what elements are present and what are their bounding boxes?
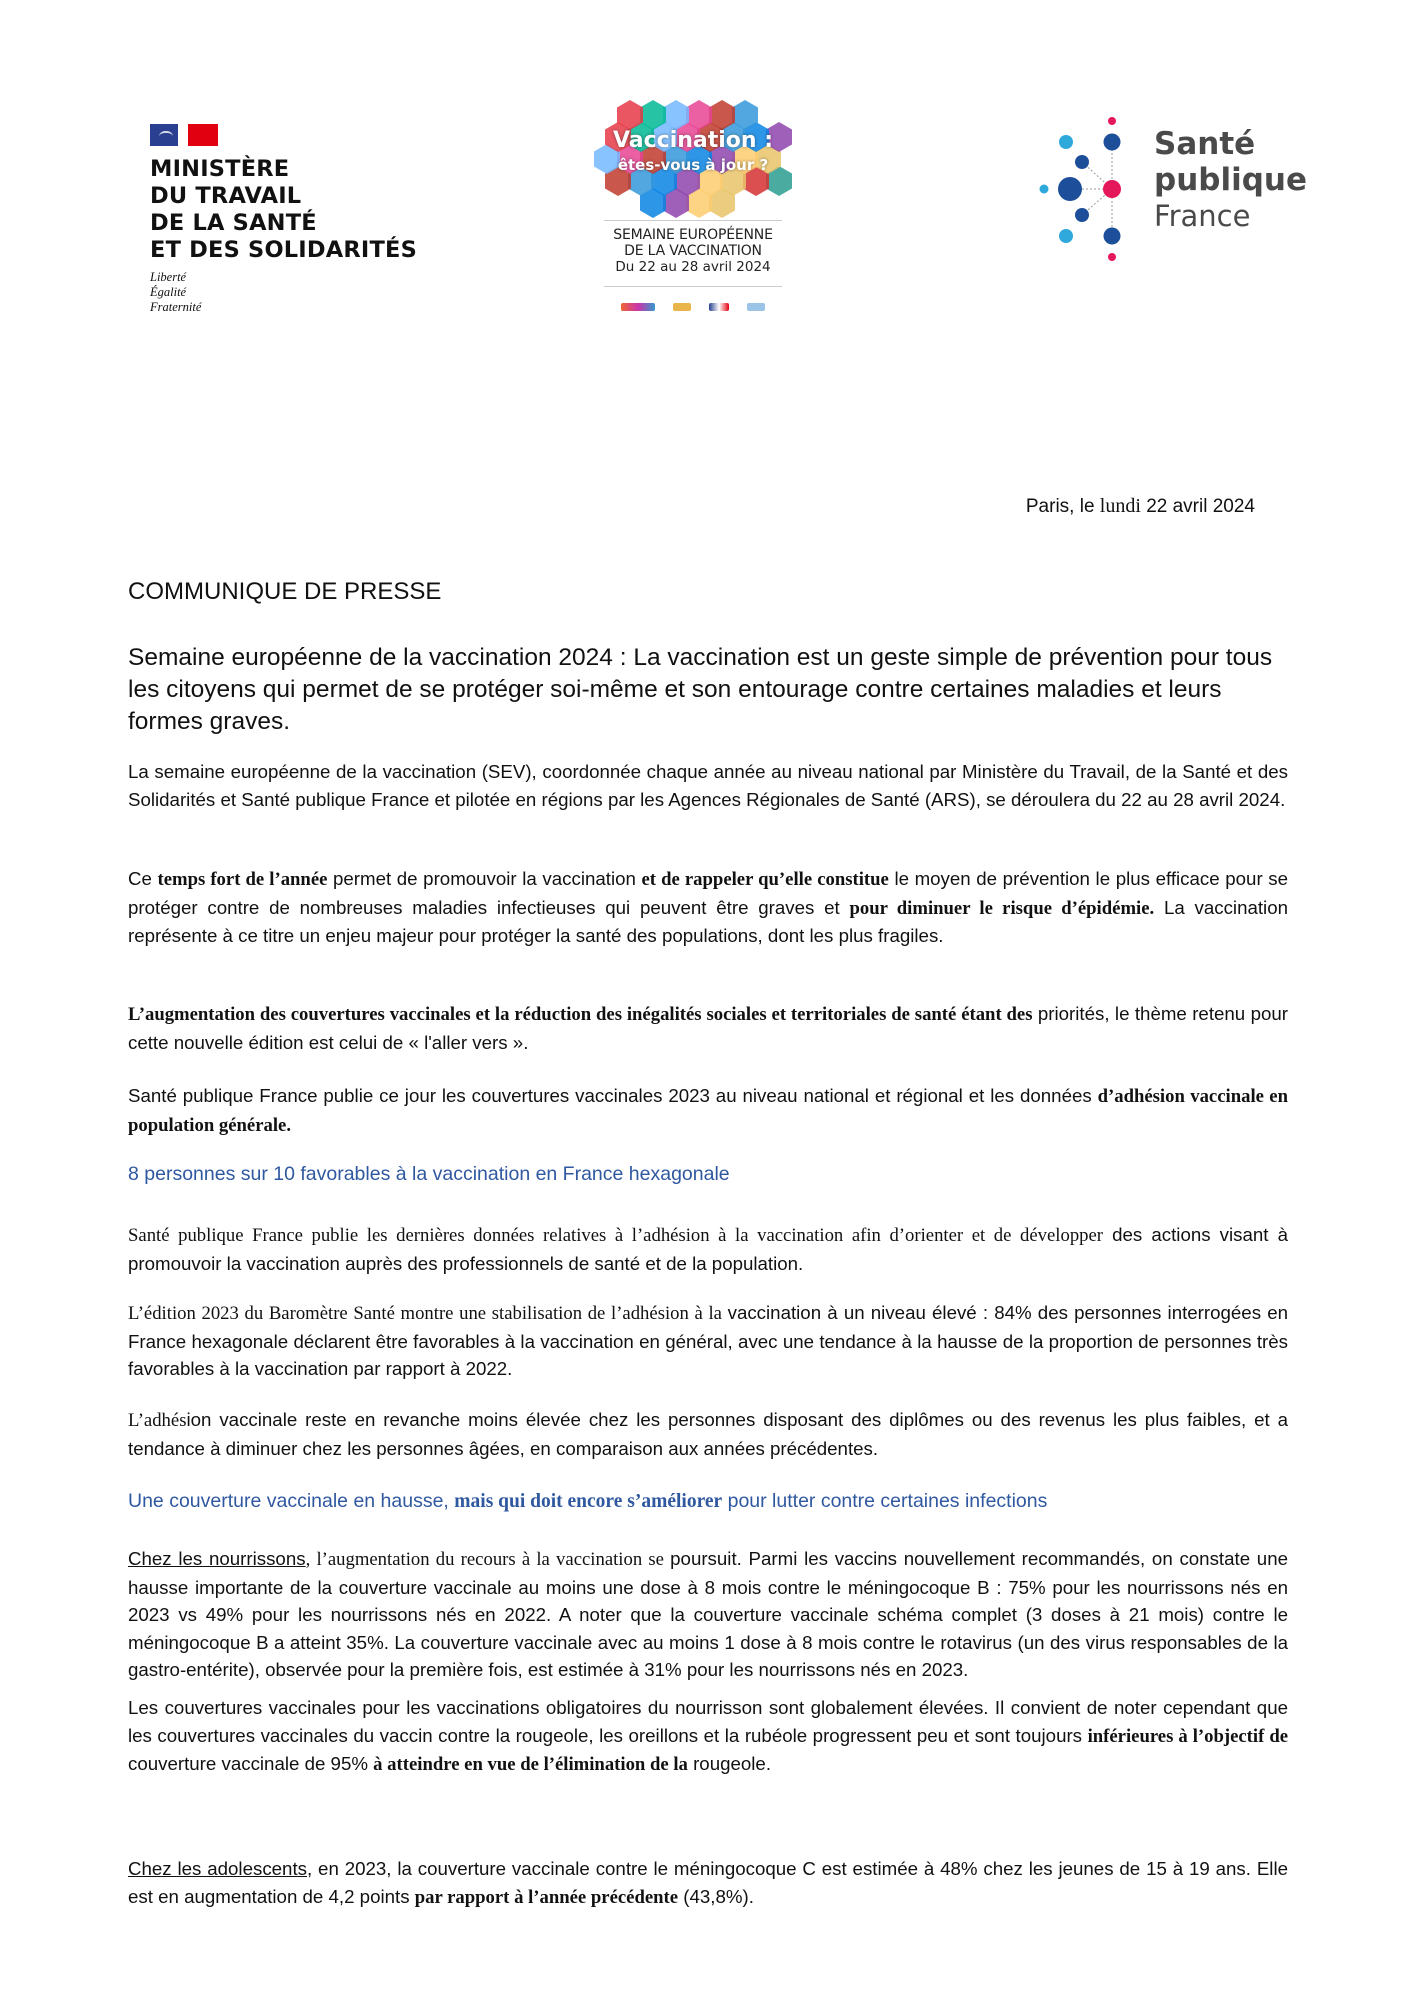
section-heading-adhesion: 8 personnes sur 10 favorables à la vaccination en France hexagonale [128, 1163, 730, 1185]
spf-molecule-icon [1036, 112, 1136, 262]
paragraph-intro: La semaine européenne de la vaccination (SEV), coordonnée chaque année au niveau national par Ministère du Travail, de la Santé et des Solidarités et Santé publique France et pilotée en régions par les Agences Régionales de Santé (ARS), se déroulera du 22 au 28 avril 2024. [128, 761, 1288, 810]
sev-campaign-logo [598, 100, 788, 315]
paragraph-obligatoires [128, 1694, 1288, 1779]
text-run: La vaccination représente à ce titre un enjeu majeur pour protéger la santé des populations, dont les plus fragiles. [128, 896, 1288, 946]
divider [604, 220, 782, 221]
ministry-line: MINISTÈRE [150, 156, 290, 182]
divider [604, 286, 782, 287]
bold-run: pour diminuer le risque d’épidémie. [849, 897, 1155, 919]
ministry-logo [150, 124, 440, 315]
serif-run: Santé publique France publie les dernières données relatives à l’adhésion à la vaccination afin d’orienter et de développer [128, 1225, 1104, 1246]
paragraph-adhesion-data [128, 1221, 1288, 1277]
text-run: le moyen de prévention le plus efficace pour se protéger contre de nombreuses maladies infectieuses qui peuvent être graves et [128, 868, 1289, 918]
text-run: , en 2023, la couverture vaccinale contre le méningocoque C est estimée à 48% chez les jeunes de 15 à 19 ans. Elle est en augmentation de 4,2 points [128, 1858, 1288, 1907]
text-run: rougeole. [687, 1753, 772, 1774]
spf-line3: France [1154, 199, 1251, 233]
text-run: couverture vaccinale de 95% [128, 1753, 374, 1774]
date-prefix: Paris, le [1025, 496, 1100, 517]
paragraph-temps-fort [128, 865, 1288, 950]
bold-run: inférieures à l’objectif de [1087, 1725, 1289, 1747]
hexagon-mosaic-icon [598, 100, 788, 210]
text-run: (43,8%). [678, 1885, 754, 1907]
text-run: Ce [128, 868, 158, 889]
spf-line2: publique [1154, 162, 1307, 198]
text-run: pour lutter contre certaines infections [722, 1490, 1048, 1512]
sev-subtitle: êtes-vous à jour ? [617, 156, 769, 174]
motto-line: Liberté [150, 270, 187, 284]
bold-run: L’augmentation des couvertures vaccinales et la réduction des inégalités sociales et territoriales de santé étant des [128, 1004, 1033, 1025]
partner-logos [612, 299, 774, 315]
text-run: des actions visant à promouvoir la vaccination auprès des professionnels de santé et de la population. [128, 1224, 1288, 1274]
motto-line: Fraternité [150, 300, 202, 314]
ministry-motto [150, 270, 440, 315]
serif-run: L’adhés [128, 1410, 187, 1431]
marianne-flag-icon [150, 124, 218, 146]
ministry-name [150, 156, 440, 264]
ministry-line: ET DES SOLIDARITÉS [150, 237, 417, 263]
sev-dates: Du 22 au 28 avril 2024 [615, 259, 771, 275]
paragraph-barometre [128, 1299, 1288, 1383]
text-run: permet de promouvoir la vaccination [327, 868, 642, 889]
partner-logo-icon [673, 303, 691, 311]
serif-run: , l’augmentation du recours à la vaccination se [305, 1549, 671, 1570]
text-run: ion vaccinale reste en revanche moins élevée chez les personnes disposant des diplômes ou des revenus les plus faibles, et a tendance à diminuer chez les personnes âgées, en comparaison aux années précédentes. [128, 1409, 1288, 1459]
spf-line1: Santé [1154, 126, 1256, 162]
paragraph-inegalites [128, 1406, 1288, 1462]
bold-run: à atteindre en vue de l’élimination de la [373, 1754, 688, 1775]
paragraph-nourrissons [128, 1545, 1288, 1684]
motto-line: Égalité [150, 285, 187, 299]
section-heading-couverture [128, 1490, 1288, 1513]
press-date [1026, 495, 1255, 518]
bold-run: par rapport à l’année précédente [414, 1886, 679, 1908]
underlined-run: Chez les adolescents [128, 1858, 307, 1879]
paragraph-theme [128, 1000, 1288, 1056]
paragraph-adolescents [128, 1855, 1288, 1911]
text-run: vaccination à un niveau élevé : 84% des personnes interrogées en France hexagonale déclarent être favorables à la vaccination en général, avec une tendance à la hausse de la proportion de personnes très favorables à la vaccination par rapport à 2022. [128, 1302, 1289, 1379]
sante-publique-france-logo [1036, 112, 1307, 262]
bold-run: et de rappeler qu’elle constitue [641, 869, 889, 890]
partner-logo-icon [747, 303, 765, 311]
text-run: Les couvertures vaccinales pour les vaccinations obligatoires du nourrisson sont globalement élevées. Il convient de noter cependant que les couvertures vaccinales du vaccin contre la rougeole, les oreillons et la rubéole progressent peu et sont toujours [128, 1697, 1288, 1746]
spf-wordmark [1154, 126, 1307, 234]
bold-run: d’adhésion vaccinale en population générale. [128, 1086, 1288, 1136]
text-run: priorités, le thème retenu pour cette nouvelle édition est celui de « l'aller vers ». [128, 1003, 1288, 1053]
sev-title: Vaccination : [612, 128, 774, 153]
headline: Semaine européenne de la vaccination 2024 : La vaccination est un geste simple de prévention pour tous les citoyens qui permet de se protéger soi-même et son entourage contre certaines maladies et leurs formes graves. [128, 644, 1273, 735]
underlined-run: Chez les nourrissons [128, 1548, 306, 1569]
bold-run: mais qui doit encore s’améliorer [454, 1491, 723, 1512]
text-run: Santé publique France publie ce jour les couvertures vaccinales 2023 au niveau national et régional et les données [128, 1085, 1098, 1106]
serif-run: L’édition 2023 du Baromètre Santé montre une stabilisation de l’adhésion à la [128, 1303, 728, 1324]
text-run: poursuit. Parmi les vaccins nouvellement recommandés, on constate une hausse importante de la couverture vaccinale au moins une dose à 8 mois contre le méningocoque B : 75% pour les nourrissons nés en 2023 vs 49% pour les nourrissons nés en 2022. A noter que la couverture vaccinale schéma complet (3 doses à 21 mois) contre le méningocoque B a atteint 35%. La couverture vaccinale avec au moins 1 dose à 8 mois contre le rotavirus (un des virus responsables de la gastro-entérite), observée pour la première fois, est estimée à 31% pour les nourrissons nés en 2023. [128, 1548, 1288, 1680]
paragraph-publication [128, 1082, 1288, 1139]
date-day: lundi [1099, 495, 1141, 517]
bold-run: temps fort de l’année [157, 869, 328, 890]
date-rest: 22 avril 2024 [1140, 496, 1255, 517]
partner-logo-icon [709, 303, 729, 311]
partner-logo-icon [621, 303, 655, 311]
sev-line1: SEMAINE EUROPÉENNE [613, 227, 773, 243]
document-type: COMMUNIQUE DE PRESSE [128, 578, 442, 605]
ministry-line: DE LA SANTÉ [150, 210, 317, 236]
text-run: Une couverture vaccinale en hausse, [128, 1490, 455, 1512]
ministry-line: DU TRAVAIL [150, 183, 302, 209]
sev-line2: DE LA VACCINATION [624, 243, 762, 259]
